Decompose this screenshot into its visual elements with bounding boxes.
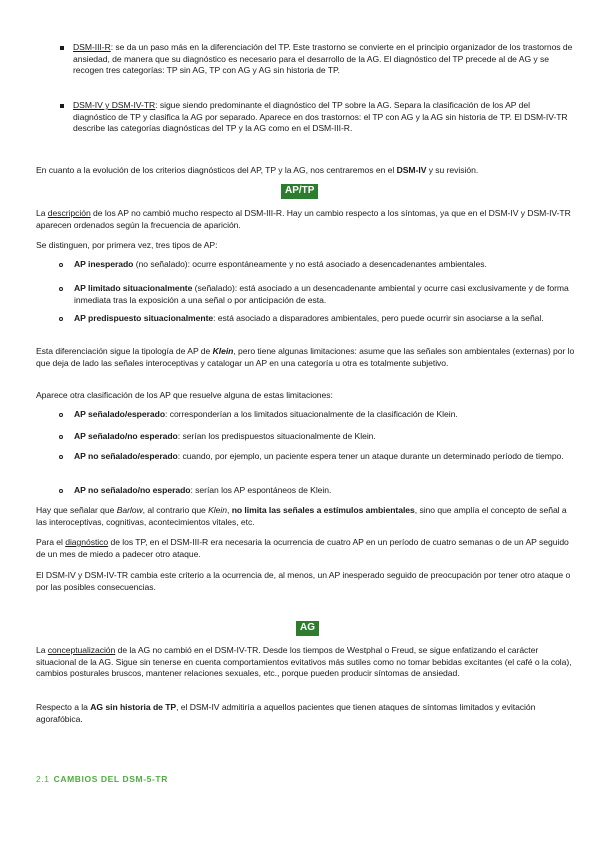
footer-title: CAMBIOS DEL DSM-5-TR (53, 774, 168, 784)
section-tag-ap-tp: AP/TP (281, 184, 318, 199)
paragraph-barlow: Hay que señalar que Barlow, al contrario que Klein, no limita las señales a estímulos ambientales, sino que amplía el concepto de señal a las interoceptivas, cognitivas, acontecimientos vitales, etc. (36, 505, 567, 527)
type-item: AP predispuesto situacionalmente: está asociado a disparadores ambientales, pero puede ocurrir sin asociarse a la señal. (74, 313, 544, 323)
square-bullet-icon (60, 46, 64, 50)
paragraph-otra-clasificacion: Aparece otra clasificación de los AP que resuelve alguna de estas limitaciones: (36, 390, 333, 400)
section-tag-ag: AG (296, 621, 319, 636)
circle-bullet-icon (59, 287, 63, 291)
paragraph-dsm-iv-criterio: El DSM-IV y DSM-IV-TR cambia este criterio a la ocurrencia de, al menos, un AP inesperado seguido de preocupación por tener otro ataque o por las posibles consecuencias. (36, 570, 571, 592)
paragraph-diagnostico: Para el diagnóstico de los TP, en el DSM-III-R era necesaria la ocurrencia de cuatro AP en un período de cuatro semanas o de un AP seguido de un mes de miedo a padecer otro ataque. (36, 537, 569, 559)
circle-bullet-icon (59, 413, 63, 417)
type-item: AP limitado situacionalmente (señalado): está asociado a un desencadenante ambiental y ocurre casi exclusivamente y de forma inmediata tras la exposición a una señal o por anticipación de esta. (74, 283, 569, 305)
paragraph-ag-sin-historia: Respecto a la AG sin historia de TP, el DSM-IV admitiría a aquellos pacientes que tienen ataques de síntomas limitados y evitación agorafóbica. (36, 702, 536, 724)
bullet-term: DSM-IV y DSM-IV-TR (73, 100, 156, 110)
footer-number: 2.1 (36, 774, 50, 784)
type-item: AP inesperado (no señalado): ocurre espontáneamente y no está asociado a desencadenantes ambientales. (74, 259, 487, 269)
circle-bullet-icon (59, 317, 63, 321)
bullet-term: DSM-III-R (73, 42, 111, 52)
bullet-text: : se da un paso más en la diferenciación del TP. Este trastorno se convierte en el principio organizador de los trastornos de ansiedad, de manera que su diagnóstico es necesario para el desarrollo de la AG. El diagnóstico del TP precede al de AG y se recogen tres categorías: TP sin AG, TP con AG y AG sin historia de TP. (73, 42, 573, 76)
paragraph-conceptualizacion: La conceptualización de la AG no cambió en el DSM-IV-TR. Desde los tiempos de Westphal o Freud, se sigue enfatizando el carácter situacional de la AG. Sigue sin tenerse en cuenta comportamientos evitativos más sutiles como no tomar bebidas excitantes (el café o la cola), cambios posturales bruscos, mantener relaciones sexuales, etc., porque pueden producir síntomas de ansiedad. (36, 645, 572, 679)
class-item: AP no señalado/no esperado: serían los AP espontáneos de Klein. (74, 485, 332, 495)
class-item: AP no señalado/esperado: cuando, por ejemplo, un paciente espera tener un ataque durante un determinado período de tiempo. (74, 451, 564, 461)
paragraph-klein: Esta diferenciación sigue la tipología de AP de Klein, pero tiene algunas limitaciones: asume que las señales son ambientales (externas) por lo que deja de lado las señales interoceptivas y catalogar un AP en una categoría u otra es totalmente subjetivo. (36, 346, 575, 368)
class-item: AP señalado/no esperado: serían los predispuestos situacionalmente de Klein. (74, 431, 376, 441)
square-bullet-icon (60, 104, 64, 108)
circle-bullet-icon (59, 263, 63, 267)
bullet-text: : sigue siendo predominante el diagnóstico del TP sobre la AG. Separa la clasificación de los AP del diagnóstico de TP y clasifica la AG por separado. Aparece en dos trastornos: el TP con AG y la AG sin historia de TP. El DSM-IV-TR describe las categorías diagnósticas del TP y la AG como en el DSM-III-R. (73, 100, 568, 134)
circle-bullet-icon (59, 455, 63, 459)
bullet-dsm-iv (73, 100, 573, 135)
paragraph-tipos: Se distinguen, por primera vez, tres tipos de AP: (36, 240, 218, 250)
circle-bullet-icon (59, 435, 63, 439)
circle-bullet-icon (59, 489, 63, 493)
intro-paragraph: En cuanto a la evolución de los criterios diagnósticos del AP, TP y la AG, nos centraremos en el DSM-IV y su revisión. (36, 165, 479, 175)
footer-section-title (36, 774, 168, 784)
paragraph-descripcion: La descripción de los AP no cambió mucho respecto al DSM-III-R. Hay un cambio respecto a los síntomas, ya que en el DSM-IV y DSM-IV-TR aparecen ordenados según la frecuencia de aparición. (36, 208, 571, 230)
class-item: AP señalado/esperado: corresponderían a los limitados situacionalmente de la clasificación de Klein. (74, 409, 458, 419)
bullet-dsm-iii-r (73, 42, 573, 77)
